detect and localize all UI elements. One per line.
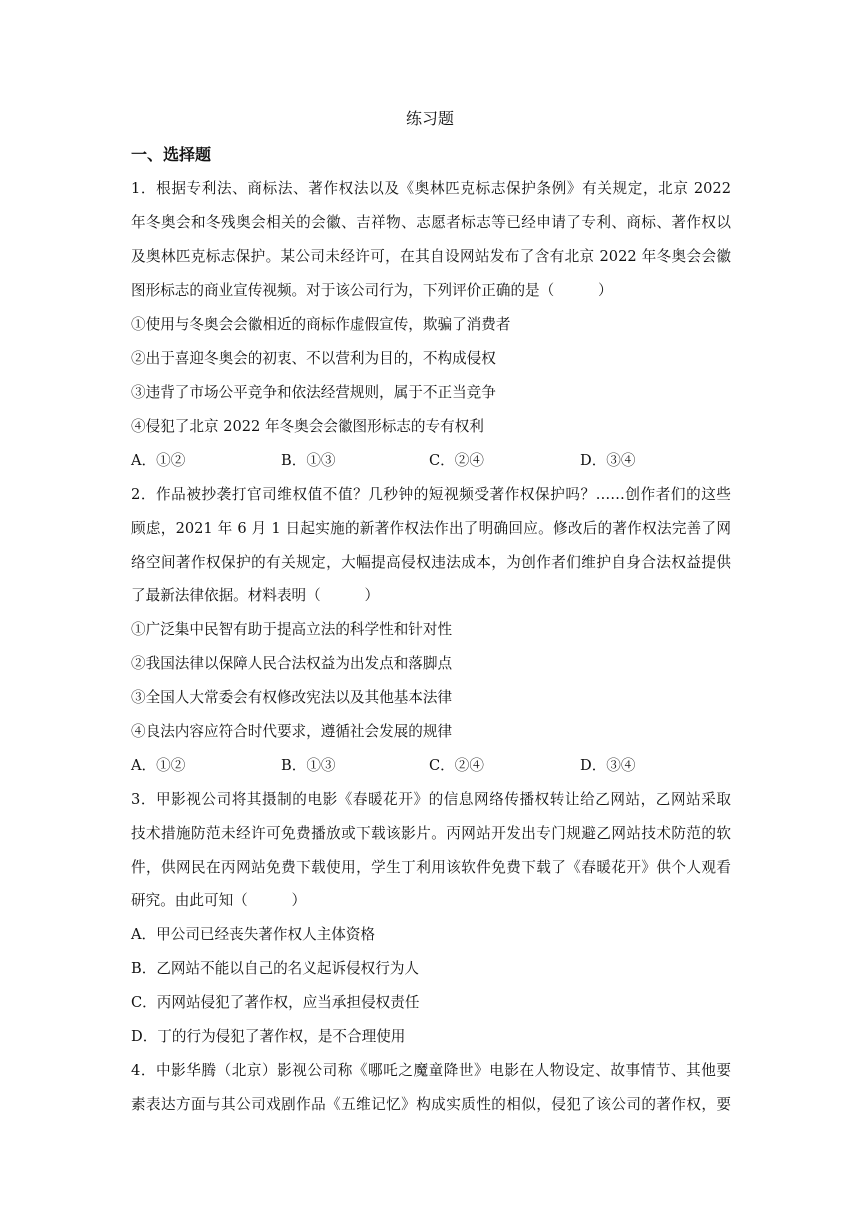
q1-stem-line: 年冬奥会和冬残奥会相关的会徽、吉祥物、志愿者标志等已经申请了专利、商标、著作权以 (131, 214, 731, 231)
q2-statement: ③全国人大常委会有权修改宪法以及其他基本法律 (131, 689, 453, 706)
q2-stem-line: 2．作品被抄袭打官司维权值不值？几秒钟的短视频受著作权保护吗？……创作者们的这些 (131, 486, 731, 503)
document-title: 练习题 (405, 109, 454, 128)
q3-choice-b[interactable]: B．乙网站不能以自己的名义起诉侵权行为人 (131, 960, 420, 977)
q4-stem-line: 4．中影华腾（北京）影视公司称《哪吒之魔童降世》电影在人物设定、故事情节、其他要 (131, 1062, 731, 1079)
q1-stem-line: 图形标志的商业宣传视频。对于该公司行为，下列评价正确的是（ ） (131, 282, 613, 299)
q1-stem-line: 及奥林匹克标志保护。某公司未经许可，在其自设网站发布了含有北京 2022 年冬奥会会徽 (131, 248, 731, 265)
q1-option-c[interactable]: C．②④ (429, 452, 484, 469)
q1-statement: ①使用与冬奥会会徽相近的商标作虚假宣传，欺骗了消费者 (131, 316, 511, 333)
q1-options (131, 450, 731, 472)
q2-stem-line: 了最新法律依据。材料表明（ ） (131, 587, 380, 604)
q1-option-a[interactable]: A．①② (131, 452, 186, 469)
q2-stem-line: 顾虑，2021 年 6 月 1 日起实施的新著作权法作出了明确回应。修改后的著作权法完善了网 (131, 520, 731, 537)
q1-option-b[interactable]: B．①③ (281, 452, 336, 469)
q2-statement: ①广泛集中民智有助于提高立法的科学性和针对性 (131, 621, 453, 638)
q3-stem-line: 件，供网民在丙网站免费下载使用，学生丁利用该软件免费下载了《春暖花开》供个人观看 (131, 859, 731, 876)
q1-option-d[interactable]: D．③④ (580, 452, 636, 469)
q2-option-b[interactable]: B．①③ (281, 757, 336, 774)
q1-statement: ②出于喜迎冬奥会的初衷、不以营利为目的，不构成侵权 (131, 350, 496, 367)
q2-option-a[interactable]: A．①② (131, 757, 186, 774)
q3-choice-c[interactable]: C．丙网站侵犯了著作权，应当承担侵权责任 (131, 994, 420, 1011)
q2-options (131, 755, 731, 777)
q2-statement: ④良法内容应符合时代要求，遵循社会发展的规律 (131, 723, 453, 740)
q1-stem-line: 1．根据专利法、商标法、著作权法以及《奥林匹克标志保护条例》有关规定，北京 2022 (131, 180, 731, 197)
q3-stem-line: 3．甲影视公司将其摄制的电影《春暖花开》的信息网络传播权转让给乙网站，乙网站采取 (131, 791, 731, 808)
q3-stem-line: 研究。由此可知（ ） (131, 892, 307, 909)
q1-statement: ④侵犯了北京 2022 年冬奥会会徽图形标志的专有权利 (131, 418, 484, 435)
q2-statement: ②我国法律以保障人民合法权益为出发点和落脚点 (131, 655, 453, 672)
q3-choice-d[interactable]: D．丁的行为侵犯了著作权，是不合理使用 (131, 1028, 406, 1045)
q2-option-d[interactable]: D．③④ (580, 757, 636, 774)
q3-stem-line: 技术措施防范未经许可免费播放或下载该影片。丙网站开发出专门规避乙网站技术防范的软 (131, 825, 731, 842)
q3-choice-a[interactable]: A．甲公司已经丧失著作权人主体资格 (131, 926, 376, 943)
section-heading: 一、选择题 (131, 145, 212, 164)
q1-statement: ③违背了市场公平竞争和依法经营规则，属于不正当竞争 (131, 384, 496, 401)
q4-stem-line: 素表达方面与其公司戏剧作品《五维记忆》构成实质性的相似，侵犯了该公司的著作权，要 (131, 1096, 731, 1113)
q2-option-c[interactable]: C．②④ (429, 757, 484, 774)
q2-stem-line: 络空间著作权保护的有关规定，大幅提高侵权违法成本，为创作者们维护自身合法权益提供 (131, 554, 731, 571)
